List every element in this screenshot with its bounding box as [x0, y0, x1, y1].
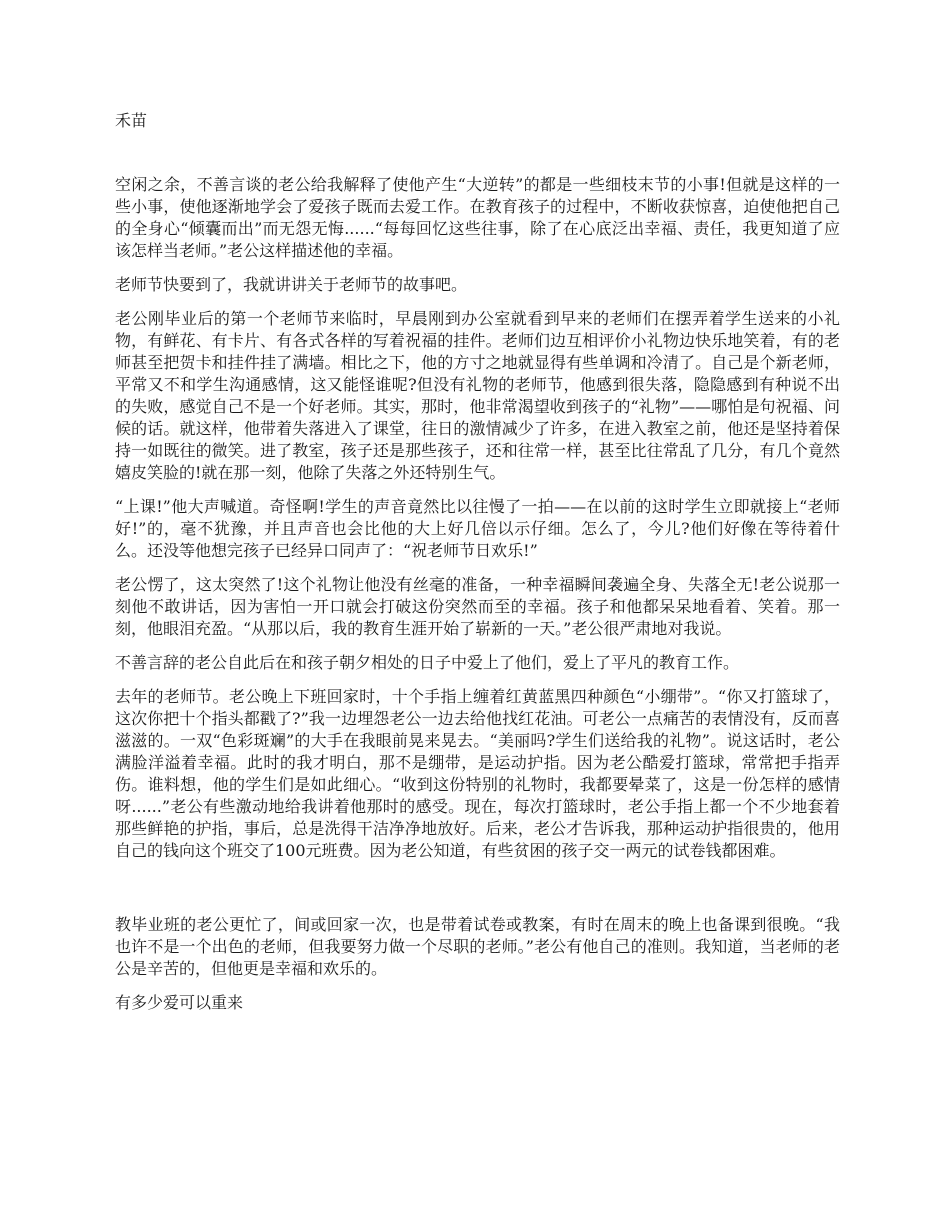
paragraph-7: 去年的老师节。老公晚上下班回家时，十个手指上缠着红黄蓝黑四种颜色“小绷带”。“你又打篮球了，这次你把十个指头都戳了?”我一边埋怨老公一边去给他找红花油。可老公一点痛苦的表情没有，反而喜滋滋的。一双“色彩斑斓”的大手在我眼前晃来晃去。“美丽吗?学生们送给我的礼物”。说这话时，老公满脸洋溢着幸福。此时的我才明白，那不是绷带，是运动护指。因为老公酷爱打篮球，常常把手指弄伤。谁料想，他的学生们是如此细心。“收到这份特别的礼物时，我都要晕菜了，这是一份怎样的感情呀......”老公有些激动地给我讲着他那时的感受。现在，每次打篮球时，老公手指上都一个不少地套着那些鲜艳的护指，事后，总是洗得干洁净净地放好。后来，老公才告诉我，那种运动护指很贵的，他用自己的钱向这个班交了100元班费。因为老公知道，有些贫困的孩子交一两元的试卷钱都困难。	[115, 687, 840, 860]
paragraph-2: 老师节快要到了，我就讲讲关于老师节的故事吧。	[115, 275, 468, 294]
document-page	[115, 110, 840, 1026]
spacer	[115, 874, 840, 914]
spacer	[115, 132, 840, 174]
paragraph-4: “上课!”他大声喊道。奇怪啊!学生的声音竟然比以往慢了一拍——在以前的这时学生立即就接上“老师好!”的，毫不犹豫，并且声音也会比他的大上好几倍以示仔细。怎么了，今儿?他们好像在等待着什么。还没等他想完孩子已经异口同声了：“祝老师节日欢乐!”	[115, 497, 840, 560]
paragraph-1: 空闲之余，不善言谈的老公给我解释了使他产生“大逆转”的都是一些细枝末节的小事!但就是这样的一些小事，使他逐渐地学会了爱孩子既而去爱工作。在教育孩子的过程中，不断收获惊喜，迫使他把自己的全身心“倾囊而出”而无怨无悔......“每每回忆这些往事，除了在心底泛出幸福、责任，我更知道了应该怎样当老师。”老公这样描述他的幸福。	[115, 175, 840, 260]
paragraph-5: 老公愣了，这太突然了!这个礼物让他没有丝毫的准备，一种幸福瞬间袭遍全身、失落全无!老公说那一刻他不敢讲话，因为害怕一开口就会打破这份突然而至的幸福。孩子和他都呆呆地看着、笑着。那一刻，他眼泪充盈。“从那以后，我的教育生涯开始了崭新的一天。”老公很严肃地对我说。	[115, 575, 840, 638]
document-title: 禾苗	[115, 111, 148, 130]
paragraph-3: 老公刚毕业后的第一个老师节来临时，早晨刚到办公室就看到早来的老师们在摆弄着学生送来的小礼物，有鲜花、有卡片、有各式各样的写着祝福的挂件。老师们边互相评价小礼物边快乐地笑着，有的老师甚至把贺卡和挂件挂了满墙。相比之下，他的方寸之地就显得有些单调和冷清了。自己是个新老师，平常又不和学生沟通感情，这又能怪谁呢?但没有礼物的老师节，他感到很失落，隐隐感到有种说不出的失败，感觉自己不是一个好老师。其实，那时，他非常渴望收到孩子的“礼物”——哪怕是句祝福、问候的话。就这样，他带着失落进入了课堂，往日的激情减少了许多，在进入教室之前，他还是坚持着保持一如既往的微笑。进了教室，孩子还是那些孩子，还和往常一样，甚至比往常乱了几分，有几个竟然嬉皮笑脸的!就在那一刻，他除了失落之外还特别生气。	[115, 309, 840, 482]
paragraph-6: 不善言辞的老公自此后在和孩子朝夕相处的日子中爱上了他们，爱上了平凡的教育工作。	[115, 653, 740, 672]
paragraph-9: 有多少爱可以重来	[115, 993, 244, 1012]
paragraph-8: 教毕业班的老公更忙了，间或回家一次，也是带着试卷或教案，有时在周末的晚上也备课到很晚。“我也许不是一个出色的老师，但我要努力做一个尽职的老师。”老公有他自己的准则。我知道，当老师的老公是辛苦的，但他更是幸福和欢乐的。	[115, 915, 840, 978]
